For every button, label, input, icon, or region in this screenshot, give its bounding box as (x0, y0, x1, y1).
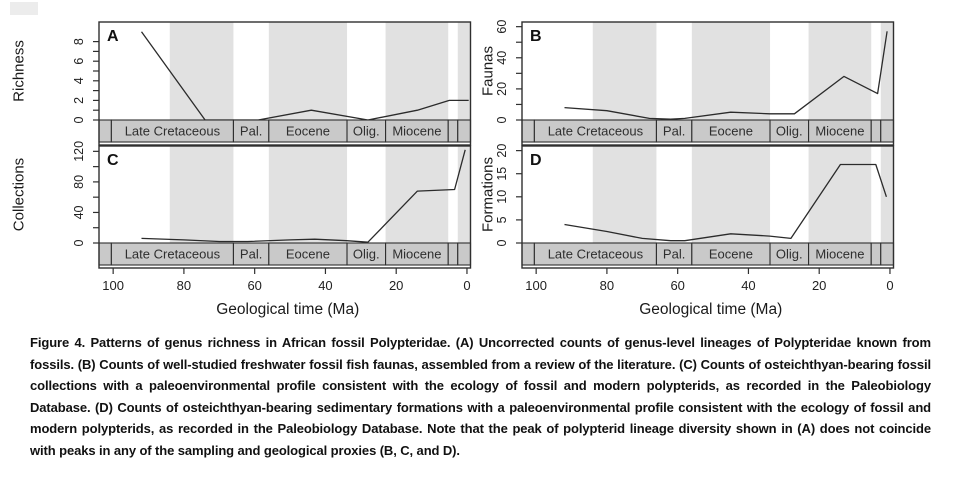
epoch-box (871, 120, 881, 142)
epoch-label: Miocene (392, 123, 442, 139)
shaded-band (809, 22, 872, 120)
epoch-label: Late Cretaceous (547, 246, 644, 262)
panel-letter-A: A (107, 28, 119, 45)
epoch-label: Eocene (708, 123, 753, 139)
epoch-box (458, 120, 471, 142)
x-tick-label: 20 (388, 278, 404, 293)
y-tick-label: 15 (495, 166, 509, 181)
y-axis-title-A: Richness (10, 40, 28, 102)
y-tick-label: 20 (495, 81, 509, 96)
shaded-band (692, 146, 770, 243)
shaded-band (809, 146, 872, 243)
epoch-label: Pal. (239, 123, 263, 139)
epoch-label: Pal. (662, 246, 686, 262)
shaded-band (269, 22, 347, 120)
epoch-label: Olig. (352, 246, 380, 262)
epoch-label: Miocene (815, 246, 865, 262)
epoch-label: Pal. (662, 123, 686, 139)
y-tick-label: 5 (495, 216, 509, 224)
x-tick-label: 60 (247, 278, 262, 293)
epoch-label: Miocene (392, 246, 442, 262)
epoch-box (448, 243, 458, 265)
panel-letter-C: C (107, 152, 119, 169)
y-tick-label: 80 (72, 174, 86, 189)
y-tick-label: 2 (72, 96, 86, 104)
y-tick-label: 6 (72, 57, 86, 65)
x-axis-title: Geological time (Ma) (216, 301, 360, 318)
y-tick-label: 0 (495, 239, 509, 247)
epoch-label: Olig. (775, 246, 803, 262)
shaded-band (593, 146, 657, 243)
epoch-box (881, 120, 894, 142)
figure-caption-label: Figure 4. (30, 335, 86, 350)
x-tick-label: 100 (102, 278, 125, 293)
x-tick-label: 100 (525, 278, 548, 293)
shaded-band (170, 146, 234, 243)
shaded-band (881, 146, 894, 243)
epoch-label: Late Cretaceous (547, 123, 644, 139)
y-tick-label: 0 (72, 116, 86, 124)
epoch-label: Olig. (775, 123, 803, 139)
x-tick-label: 0 (463, 278, 471, 293)
epoch-label: Eocene (285, 123, 330, 139)
shaded-band (458, 146, 471, 243)
epoch-label: Late Cretaceous (124, 246, 221, 262)
epoch-box (871, 243, 881, 265)
x-tick-label: 0 (886, 278, 894, 293)
shaded-band (170, 22, 234, 120)
y-tick-label: 40 (495, 50, 509, 65)
y-tick-label: 60 (495, 19, 509, 34)
y-tick-label: 20 (495, 143, 509, 158)
epoch-box (881, 243, 894, 265)
panel-letter-B: B (530, 28, 542, 45)
shaded-band (881, 22, 894, 120)
shaded-band (692, 22, 770, 120)
epoch-label: Eocene (285, 246, 330, 262)
epoch-box (458, 243, 471, 265)
epoch-box (522, 243, 534, 265)
shaded-band (593, 22, 657, 120)
x-axis-title: Geological time (Ma) (639, 301, 783, 318)
x-tick-label: 40 (741, 278, 756, 293)
shaded-band (269, 146, 347, 243)
epoch-box (99, 243, 111, 265)
x-tick-label: 80 (599, 278, 615, 293)
y-axis-title-D: Formations (479, 156, 497, 233)
epoch-label: Pal. (239, 246, 263, 262)
y-tick-label: 0 (495, 116, 509, 124)
epoch-label: Olig. (352, 123, 380, 139)
y-tick-label: 0 (72, 239, 86, 247)
y-axis-title-C: Collections (10, 157, 28, 232)
x-tick-label: 20 (811, 278, 827, 293)
epoch-label: Late Cretaceous (124, 123, 221, 139)
shaded-band (386, 146, 449, 243)
y-tick-label: 8 (72, 38, 86, 46)
epoch-box (522, 120, 534, 142)
epoch-box (99, 120, 111, 142)
epoch-label: Miocene (815, 123, 865, 139)
shaded-band (458, 22, 471, 120)
y-tick-label: 120 (72, 140, 86, 162)
x-tick-label: 80 (176, 278, 192, 293)
x-tick-label: 60 (670, 278, 685, 293)
epoch-label: Eocene (708, 246, 753, 262)
panel-letter-D: D (530, 152, 542, 169)
x-tick-label: 40 (318, 278, 333, 293)
figure-caption (30, 332, 931, 461)
shaded-band (386, 22, 449, 120)
figure-caption-text: Patterns of genus richness in African fossil Polypteridae. (A) Uncorrected counts of genus-level lineages of Polypteridae known from fossils. (B) Counts of well-studied freshwater fossil fish faunas, assembled from a review of the literature. (C) Counts of osteichthyan-bearing fossil collections with a paleoenvironmental profile consistent with the ecology of fossil and modern polypterids, as recorded in the Paleobiology Database. (D) Counts of osteichthyan-bearing sedimentary formations with a paleoenvironmental profile consistent with the ecology of fossil and modern polypterids, as recorded in the Paleobiology Database. Note that the peak of polypterid lineage diversity shown in (A) does not coincide with peaks in any of the sampling and geological proxies (B, C, and D). (30, 335, 931, 458)
epoch-box (448, 120, 458, 142)
y-tick-label: 4 (72, 77, 86, 85)
y-tick-label: 10 (495, 189, 509, 204)
y-axis-title-B: Faunas (479, 45, 497, 97)
y-tick-label: 40 (72, 205, 86, 220)
